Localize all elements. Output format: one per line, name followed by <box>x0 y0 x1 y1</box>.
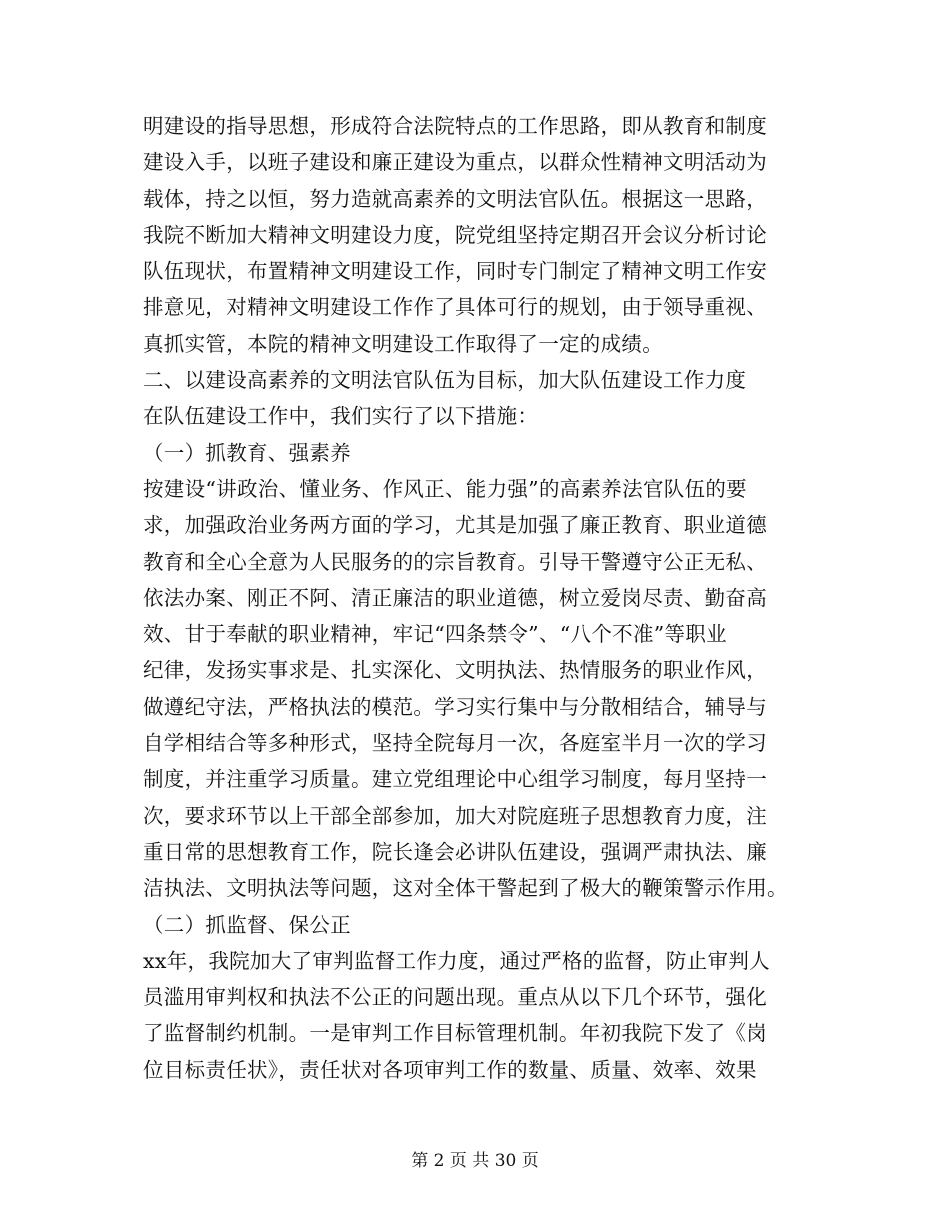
subsection-heading: （一）抓教育、强素养 <box>143 440 351 465</box>
text-line: 洁执法、文明执法等问题，这对全体干警起到了极大的鞭策警示作用。 <box>143 876 788 901</box>
page-number-footer: 第 2 页 共 30 页 <box>411 1151 539 1171</box>
text-line: 建设入手，以班子建设和廉正建设为重点，以群众性精神文明活动为 <box>143 150 767 175</box>
text-line: 员滥用审判权和执法不公正的问题出现。重点从以下几个环节，强化 <box>143 985 767 1010</box>
text-line: 依法办案、刚正不阿、清正廉洁的职业道德，树立爱岗尽责、勤奋高 <box>143 585 767 610</box>
text-line: 真抓实管，本院的精神文明建设工作取得了一定的成绩。 <box>143 331 663 356</box>
section-heading: 二、以建设高素养的文明法官队伍为目标，加大队伍建设工作力度 <box>143 368 747 393</box>
text-line: xx年，我院加大了审判监督工作力度，通过严格的监督，防止审判人 <box>143 948 770 973</box>
text-line: 纪律，发扬实事求是、扎实深化、文明执法、热情服务的职业作风， <box>143 658 767 683</box>
text-line: 队伍现状，布置精神文明建设工作，同时专门制定了精神文明工作安 <box>143 259 767 284</box>
text-line: 排意见，对精神文明建设工作作了具体可行的规划，由于领导重视、 <box>143 295 767 320</box>
text-line: 载体，持之以恒，努力造就高素养的文明法官队伍。根据这一思路， <box>143 186 767 211</box>
text-line: 了监督制约机制。一是审判工作目标管理机制。年初我院下发了《岗 <box>143 1021 767 1046</box>
text-line: 求，加强政治业务两方面的学习，尤其是加强了廉正教育、职业道德 <box>143 513 767 538</box>
text-line: 效、甘于奉献的职业精神，牢记“四条禁令”、“八个不准”等职业 <box>143 622 727 647</box>
text-line: 次，要求环节以上干部全部参加，加大对院庭班子思想教育力度，注 <box>143 803 767 828</box>
text-line: 做遵纪守法，严格执法的模范。学习实行集中与分散相结合，辅导与 <box>143 694 767 719</box>
text-line: 按建设“讲政治、懂业务、作风正、能力强”的高素养法官队伍的要 <box>143 476 747 501</box>
text-line: 我院不断加大精神文明建设力度，院党组坚持定期召开会议分析讨论 <box>143 222 767 247</box>
body-text <box>143 108 823 1088</box>
text-line: 重日常的思想教育工作，院长逢会必讲队伍建设，强调严肃执法、廉 <box>143 839 767 864</box>
text-line: 制度，并注重学习质量。建立党组理论中心组学习制度，每月坚持一 <box>143 767 767 792</box>
text-line: 在队伍建设工作中，我们实行了以下措施： <box>143 404 539 429</box>
text-line: 明建设的指导思想，形成符合法院特点的工作思路，即从教育和制度 <box>143 114 767 138</box>
subsection-heading: （二）抓监督、保公正 <box>143 912 351 937</box>
text-line: 自学相结合等多种形式，坚持全院每月一次，各庭室半月一次的学习 <box>143 731 767 756</box>
text-line: 位目标责任状》，责任状对各项审判工作的数量、质量、效率、效果 <box>143 1057 757 1082</box>
text-line: 教育和全心全意为人民服务的的宗旨教育。引导干警遵守公正无私、 <box>143 549 767 574</box>
